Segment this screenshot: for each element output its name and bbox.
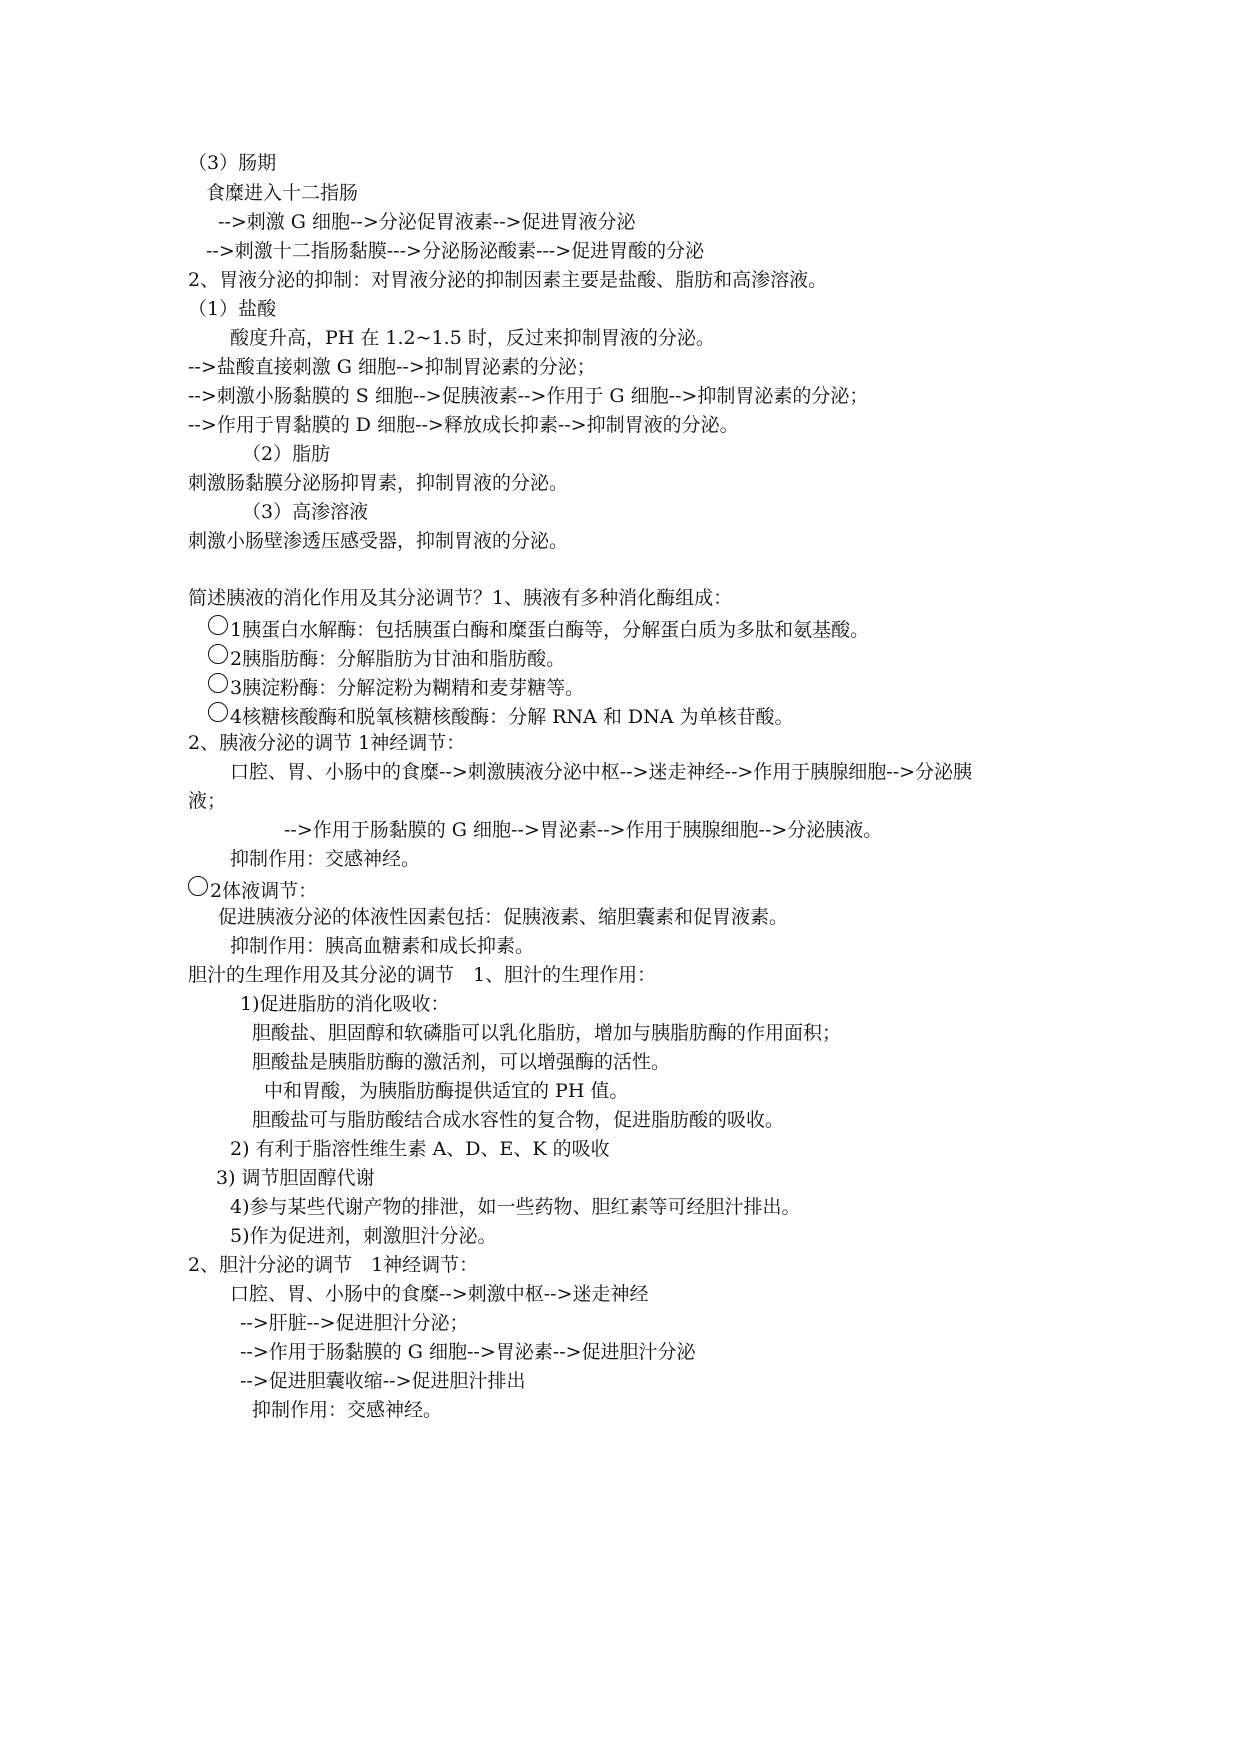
text-line: 2、胃液分泌的抑制：对胃液分泌的抑制因素主要是盐酸、脂肪和高渗溶液。 [188,269,828,291]
text-line: -->刺激小肠黏膜的 S 细胞-->促胰液素-->作用于 G 细胞-->抑制胃泌素的分泌； [188,385,869,407]
text-line: -->作用于肠黏膜的 G 细胞-->胃泌素-->促进胆汁分泌 [240,1341,696,1363]
circled-number [208,702,228,722]
text-line: -->刺激 G 细胞-->分泌促胃液素-->促进胃液分泌 [218,211,636,233]
text-line: 食糜进入十二指肠 [206,182,359,204]
text-line: （2）脂肪 [242,443,331,465]
text-line: 2、胰液分泌的调节 1神经调节： [188,732,466,754]
text-line: 简述胰液的消化作用及其分泌调节？1、胰液有多种消化酶组成： [188,587,733,609]
circled-number [188,876,208,896]
text-line: -->肝脏-->促进胆汁分泌； [240,1312,469,1334]
text-line: 刺激小肠壁渗透压感受器，抑制胃液的分泌。 [188,530,569,552]
text-line: （3）肠期 [188,152,277,174]
text-line: 1)促进脂肪的消化吸收： [240,993,450,1015]
text-line: 口腔、胃、小肠中的食糜-->刺激中枢-->迷走神经 [230,1283,649,1305]
text-line: -->刺激十二指肠黏膜--->分泌肠泌酸素--->促进胃酸的分泌 [206,240,705,262]
text-line: -->作用于胃黏膜的 D 细胞-->释放成长抑素-->抑制胃液的分泌。 [188,414,739,436]
text-line: 胆酸盐、胆固醇和软磷脂可以乳化脂肪，增加与胰脂肪酶的作用面积； [252,1022,842,1044]
text-line: 胆酸盐可与脂肪酸结合成水容性的复合物，促进脂肪酸的吸收。 [252,1109,785,1131]
text-line: -->促进胆囊收缩-->促进胆汁排出 [240,1370,526,1392]
text-line: -->盐酸直接刺激 G 细胞-->抑制胃泌素的分泌； [188,356,596,378]
text-line: 抑制作用：交感神经。 [252,1399,443,1421]
circled-number [208,644,228,664]
text-line: 刺激肠黏膜分泌肠抑胃素，抑制胃液的分泌。 [188,472,569,494]
text-line: 中和胃酸，为胰脂肪酶提供适宜的 PH 值。 [264,1080,629,1102]
text-line: 抑制作用：胰高血糖素和成长抑素。 [230,935,535,957]
list-item: 2胰脂肪酶：分解脂肪为甘油和脂肪酸。 [208,644,565,668]
text-line: 5)作为促进剂，刺激胆汁分泌。 [230,1225,497,1247]
list-item: 4核糖核酸酶和脱氧核糖核酸酶：分解 RNA 和 DNA 为单核苷酸。 [208,702,793,726]
text-line: 液； [188,790,227,812]
text-line: （3）高渗溶液 [242,501,369,523]
text-line: 酸度升高，PH 在 1.2~1.5 时，反过来抑制胃液的分泌。 [230,327,715,349]
circled-number [208,673,228,693]
text-line: 促进胰液分泌的体液性因素包括：促胰液素、缩胆囊素和促胃液素。 [218,906,789,928]
text-line: 口腔、胃、小肠中的食糜-->刺激胰液分泌中枢-->迷走神经-->作用于胰腺细胞-->分泌胰 [230,761,973,783]
text-line: 胆酸盐是胰脂肪酶的激活剂，可以增强酶的活性。 [252,1051,671,1073]
list-item: 3胰淀粉酶：分解淀粉为糊精和麦芽糖等。 [208,673,584,697]
list-item: 2体液调节： [188,876,317,900]
text-line: 2) 有利于脂溶性维生素 A、D、E、K 的吸收 [230,1138,610,1160]
text-line: 4)参与某些代谢产物的排泄，如一些药物、胆红素等可经胆汁排出。 [230,1196,801,1218]
text-line: -->作用于肠黏膜的 G 细胞-->胃泌素-->作用于胰腺细胞-->分泌胰液。 [284,819,883,841]
list-item: 1胰蛋白水解酶：包括胰蛋白酶和糜蛋白酶等，分解蛋白质为多肽和氨基酸。 [208,615,869,639]
text-line: 3) 调节胆固醇代谢 [216,1167,375,1189]
text-line: 抑制作用：交感神经。 [230,848,421,870]
text-line: （1）盐酸 [188,298,277,320]
text-line: 2、胆汁分泌的调节 1神经调节： [188,1254,479,1276]
circled-number [208,615,228,635]
text-line: 胆汁的生理作用及其分泌的调节 1、胆汁的生理作用： [188,964,657,986]
